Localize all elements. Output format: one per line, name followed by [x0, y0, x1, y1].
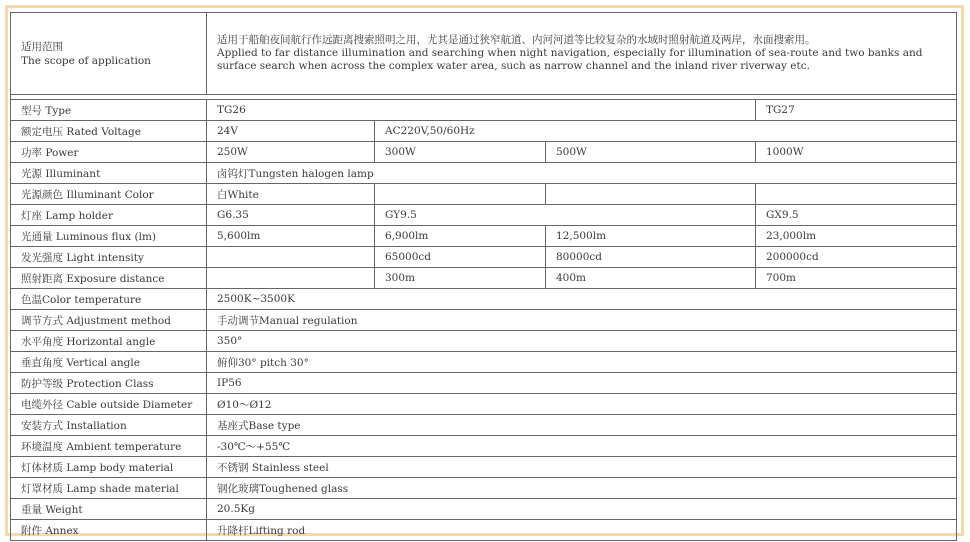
row-label: 水平角度 Horizontal angle	[11, 331, 207, 352]
table-cell: 24V	[207, 121, 375, 142]
scope-label-cn: 适用范围	[21, 40, 63, 53]
row-label: 型号 Type	[11, 100, 207, 121]
scope-text-en: Applied to far distance illumination and searching when night navigation, especially for illumination of sea-route and two banks and surface search when across the complex water area, such as narrow channel and the inland river riverway etc.	[217, 47, 923, 72]
table-cell	[546, 184, 756, 205]
table-cell: 300W	[375, 142, 546, 163]
row-label: 光源 Illuminant	[11, 163, 207, 184]
table-cell: 250W	[207, 142, 375, 163]
row-label: 灯体材质 Lamp body material	[11, 457, 207, 478]
table-cell: 手动调节Manual regulation	[207, 310, 957, 331]
table-row	[11, 331, 957, 352]
table-row	[11, 247, 957, 268]
row-label: 光通量 Luminous flux (lm)	[11, 226, 207, 247]
table-row	[11, 268, 957, 289]
table-cell: GX9.5	[756, 205, 957, 226]
row-label: 垂直角度 Vertical angle	[11, 352, 207, 373]
table-cell: 12,500lm	[546, 226, 756, 247]
table-cell: 65000cd	[375, 247, 546, 268]
row-label: 环境温度 Ambient temperature	[11, 436, 207, 457]
row-label: 电缆外径 Cable outside Diameter	[11, 394, 207, 415]
table-cell: 300m	[375, 268, 546, 289]
table-cell: 钢化玻璃Toughened glass	[207, 478, 957, 499]
table-cell: 700m	[756, 268, 957, 289]
table-cell: 白White	[207, 184, 375, 205]
table-cell: AC220V,50/60Hz	[375, 121, 957, 142]
table-row	[11, 226, 957, 247]
table-cell: Ø10～Ø12	[207, 394, 957, 415]
table-cell	[756, 184, 957, 205]
table-row	[11, 289, 957, 310]
table-cell: IP56	[207, 373, 957, 394]
row-label: 色温Color temperature	[11, 289, 207, 310]
table-cell: 80000cd	[546, 247, 756, 268]
table-cell: 6,900lm	[375, 226, 546, 247]
table-row	[11, 142, 957, 163]
row-label: 光源颜色 Illuminant Color	[11, 184, 207, 205]
row-label: 灯罩材质 Lamp shade material	[11, 478, 207, 499]
table-row	[11, 520, 957, 541]
row-label: 额定电压 Rated Voltage	[11, 121, 207, 142]
row-label: 安装方式 Installation	[11, 415, 207, 436]
cell-tg27: TG27	[756, 100, 957, 121]
table-cell: G6.35	[207, 205, 375, 226]
scope-label-cell	[11, 13, 207, 95]
table-cell: 俯仰30° pitch 30°	[207, 352, 957, 373]
table-cell: 基座式Base type	[207, 415, 957, 436]
row-label: 发光强度 Light intensity	[11, 247, 207, 268]
row-label: 重量 Weight	[11, 499, 207, 520]
table-cell: 20.5Kg	[207, 499, 957, 520]
table-cell: 不锈钢 Stainless steel	[207, 457, 957, 478]
scope-label-en: The scope of application	[21, 54, 151, 67]
scope-text-cell	[207, 13, 957, 95]
table-row	[11, 121, 957, 142]
spec-table	[10, 12, 957, 541]
table-cell: 200000cd	[756, 247, 957, 268]
table-cell: -30℃～+55℃	[207, 436, 957, 457]
table-row	[11, 478, 957, 499]
table-cell: 卤钨灯Tungsten halogen lamp	[207, 163, 957, 184]
row-label: 功率 Power	[11, 142, 207, 163]
scope-text-cn: 适用于船舶夜间航行作远距离搜索照明之用，尤其是通过狭窄航道、内河河道等比较复杂的水域时照射航道及两岸，水面搜索用。	[217, 34, 816, 46]
table-row	[11, 310, 957, 331]
table-row	[11, 352, 957, 373]
cell-tg26: TG26	[207, 100, 756, 121]
table-cell: 升降杆Lifting rod	[207, 520, 957, 541]
table-cell: 500W	[546, 142, 756, 163]
table-row	[11, 205, 957, 226]
table-cell	[207, 268, 375, 289]
table-cell: 400m	[546, 268, 756, 289]
scope-row	[11, 13, 957, 95]
row-label: 附件 Annex	[11, 520, 207, 541]
table-row	[11, 100, 957, 121]
table-row	[11, 457, 957, 478]
table-row	[11, 184, 957, 205]
table-cell: 350°	[207, 331, 957, 352]
table-cell: GY9.5	[375, 205, 756, 226]
row-label: 灯座 Lamp holder	[11, 205, 207, 226]
table-cell: 5,600lm	[207, 226, 375, 247]
row-label: 防护等级 Protection Class	[11, 373, 207, 394]
row-label: 照射距离 Exposure distance	[11, 268, 207, 289]
table-cell: 2500K~3500K	[207, 289, 957, 310]
table-row	[11, 499, 957, 520]
table-cell: 1000W	[756, 142, 957, 163]
table-cell	[207, 247, 375, 268]
table-row	[11, 373, 957, 394]
table-row	[11, 394, 957, 415]
row-label: 调节方式 Adjustment method	[11, 310, 207, 331]
table-cell	[375, 184, 546, 205]
table-cell: 23,000lm	[756, 226, 957, 247]
table-row	[11, 436, 957, 457]
table-row	[11, 415, 957, 436]
table-row	[11, 163, 957, 184]
